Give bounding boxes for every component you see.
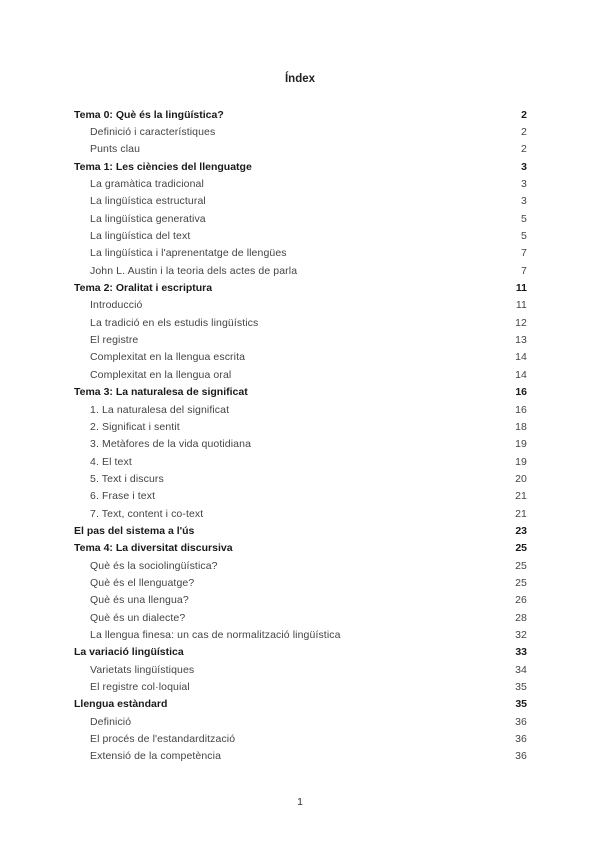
toc-entry-label: Introducció (90, 299, 143, 312)
toc-entry-page-number: 2 (521, 108, 527, 121)
toc-entry-page-number: 26 (515, 594, 527, 607)
toc-entry-label: 1. La naturalesa del significat (90, 403, 230, 416)
toc-subsection-entry[interactable] (74, 730, 527, 747)
toc-section-entry[interactable] (74, 106, 527, 123)
toc-entry-page-number: 35 (515, 698, 527, 711)
toc-subsection-entry[interactable] (74, 262, 527, 279)
toc-entry-page-number: 36 (515, 733, 527, 746)
toc-entry-page-number: 3 (521, 178, 527, 191)
toc-subsection-entry[interactable] (74, 436, 527, 453)
toc-entry-label: Què és una llengua? (90, 594, 189, 607)
toc-entry-page-number: 25 (515, 542, 527, 555)
toc-subsection-entry[interactable] (74, 609, 527, 626)
toc-entry-label: El procés de l'estandardització (90, 733, 236, 746)
toc-subsection-entry[interactable] (74, 678, 527, 695)
toc-subsection-entry[interactable] (74, 453, 527, 470)
toc-section-entry[interactable] (74, 644, 527, 661)
toc-entry-page-number: 7 (521, 247, 527, 260)
toc-entry-page-number: 35 (515, 681, 527, 694)
toc-entry-label: El registre col·loquial (90, 681, 190, 694)
toc-entry-label: Què és la sociolingüística? (90, 559, 218, 572)
toc-subsection-entry[interactable] (74, 592, 527, 609)
toc-subsection-entry[interactable] (74, 314, 527, 331)
toc-entry-page-number: 21 (515, 490, 527, 503)
toc-subsection-entry[interactable] (74, 488, 527, 505)
toc-subsection-entry[interactable] (74, 401, 527, 418)
toc-entry-page-number: 36 (515, 715, 527, 728)
toc-entry-label: Varietats lingüístiques (90, 663, 195, 676)
toc-entry-page-number: 19 (515, 438, 527, 451)
toc-entry-label: 7. Text, content i co-text (90, 507, 204, 520)
toc-entry-page-number: 25 (515, 576, 527, 589)
toc-entry-label: El registre (90, 334, 139, 347)
toc-entry-label: Complexitat en la llengua escrita (90, 351, 246, 364)
toc-subsection-entry[interactable] (74, 141, 527, 158)
toc-entry-label: Què és el llenguatge? (90, 576, 195, 589)
toc-entry-page-number: 16 (515, 386, 527, 399)
toc-entry-page-number: 28 (515, 611, 527, 624)
toc-entry-page-number: 2 (521, 143, 527, 156)
toc-entry-label: El pas del sistema a l'ús (74, 524, 195, 537)
toc-subsection-entry[interactable] (74, 661, 527, 678)
toc-entry-label: 4. El text (90, 455, 132, 468)
toc-entry-label: Definició i característiques (90, 126, 216, 139)
toc-entry-label: Tema 2: Oralitat i escriptura (74, 282, 213, 295)
toc-subsection-entry[interactable] (74, 505, 527, 522)
toc-entry-label: La gramàtica tradicional (90, 178, 204, 191)
toc-entry-label: La llengua finesa: un cas de normalització lingüística (90, 628, 341, 641)
toc-entry-page-number: 5 (521, 230, 527, 243)
toc-entry-page-number: 3 (521, 195, 527, 208)
toc-subsection-entry[interactable] (74, 574, 527, 591)
toc-entry-label: 6. Frase i text (90, 490, 156, 503)
toc-entry-label: John L. Austin i la teoria dels actes de parla (90, 264, 298, 277)
toc-entry-page-number: 16 (515, 403, 527, 416)
toc-subsection-entry[interactable] (74, 349, 527, 366)
toc-subsection-entry[interactable] (74, 193, 527, 210)
toc-entry-label: 5. Text i discurs (90, 472, 164, 485)
toc-section-entry[interactable] (74, 540, 527, 557)
toc-entry-page-number: 13 (515, 334, 527, 347)
toc-subsection-entry[interactable] (74, 557, 527, 574)
page-number-footer: 1 (297, 796, 303, 808)
toc-section-entry[interactable] (74, 158, 527, 175)
toc-section-entry[interactable] (74, 279, 527, 296)
toc-subsection-entry[interactable] (74, 297, 527, 314)
toc-entry-label: Extensió de la competència (90, 750, 222, 763)
toc-subsection-entry[interactable] (74, 227, 527, 244)
toc-entry-label: Definició (90, 715, 132, 728)
toc-entry-label: Complexitat en la llengua oral (90, 368, 232, 381)
toc-entry-page-number: 21 (515, 507, 527, 520)
toc-entry-page-number: 12 (515, 316, 527, 329)
toc-entry-label: Què és un dialecte? (90, 611, 186, 624)
toc-subsection-entry[interactable] (74, 626, 527, 643)
toc-entry-label: La tradició en els estudis lingüístics (90, 316, 259, 329)
toc-entry-label: La variació lingüística (74, 646, 184, 659)
toc-subsection-entry[interactable] (74, 418, 527, 435)
toc-subsection-entry[interactable] (74, 210, 527, 227)
toc-entry-page-number: 18 (515, 420, 527, 433)
toc-subsection-entry[interactable] (74, 175, 527, 192)
toc-entry-label: Tema 4: La diversitat discursiva (74, 542, 233, 555)
toc-subsection-entry[interactable] (74, 470, 527, 487)
toc-entry-page-number: 32 (515, 628, 527, 641)
toc-entry-label: 2. Significat i sentit (90, 420, 180, 433)
toc-entry-page-number: 34 (515, 663, 527, 676)
toc-entry-page-number: 36 (515, 750, 527, 763)
toc-entry-label: Punts clau (90, 143, 141, 156)
toc-entry-label: 3. Metàfores de la vida quotidiana (90, 438, 252, 451)
toc-entry-page-number: 23 (515, 524, 527, 537)
toc-entry-label: Tema 3: La naturalesa de significat (74, 386, 248, 399)
toc-entry-page-number: 14 (515, 368, 527, 381)
toc-entry-label: La lingüística generativa (90, 212, 206, 225)
toc-entry-label: La lingüística estructural (90, 195, 206, 208)
toc-entry-label: La lingüística i l'aprenentatge de llengües (90, 247, 287, 260)
toc-entry-page-number: 14 (515, 351, 527, 364)
toc-section-entry[interactable] (74, 696, 527, 713)
toc-entry-page-number: 2 (521, 126, 527, 139)
toc-entry-label: Tema 1: Les ciències del llenguatge (74, 160, 252, 173)
toc-subsection-entry[interactable] (74, 366, 527, 383)
toc-entry-label: Tema 0: Què és la lingüística? (74, 108, 224, 121)
page-title: Índex (284, 73, 316, 85)
toc-subsection-entry[interactable] (74, 123, 527, 140)
toc-entry-page-number: 11 (515, 282, 527, 295)
table-of-contents (74, 106, 527, 765)
toc-subsection-entry[interactable] (74, 748, 527, 765)
toc-entry-page-number: 25 (515, 559, 527, 572)
toc-entry-page-number: 11 (515, 299, 527, 312)
toc-entry-page-number: 19 (515, 455, 527, 468)
toc-section-entry[interactable] (74, 384, 527, 401)
toc-entry-page-number: 5 (521, 212, 527, 225)
toc-subsection-entry[interactable] (74, 713, 527, 730)
toc-entry-page-number: 33 (515, 646, 527, 659)
toc-entry-page-number: 20 (515, 472, 527, 485)
toc-subsection-entry[interactable] (74, 245, 527, 262)
toc-entry-page-number: 3 (521, 160, 527, 173)
toc-section-entry[interactable] (74, 522, 527, 539)
toc-entry-label: Llengua estàndard (74, 698, 168, 711)
toc-subsection-entry[interactable] (74, 331, 527, 348)
toc-entry-page-number: 7 (521, 264, 527, 277)
toc-entry-label: La lingüística del text (90, 230, 191, 243)
